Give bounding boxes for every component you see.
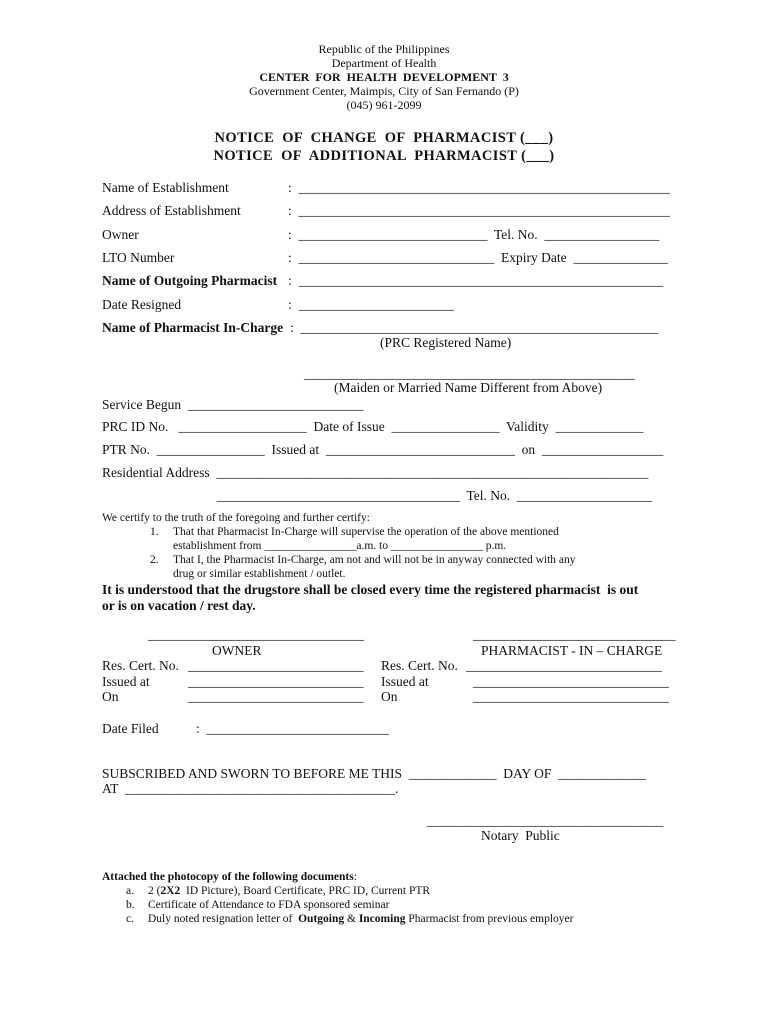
subscribed-sworn-line[interactable]: SUBSCRIBED AND SWORN TO BEFORE ME THIS _____________ DAY OF _____________ xyxy=(102,766,646,781)
outgoing-pharmacist-field[interactable]: : ______________________________________________________ xyxy=(288,273,664,288)
closure-notice-line1: It is understood that the drugstore shall be closed every time the registered pharmacist is out xyxy=(102,582,639,597)
attachment-c-post: Pharmacist from previous employer xyxy=(405,913,574,925)
attachment-c-mid: & xyxy=(344,913,359,925)
attachment-a-bold: 2X2 xyxy=(160,885,181,897)
header-phone: (045) 961-2099 xyxy=(346,98,422,112)
header-address: Government Center, Maimpis, City of San Fernando (P) xyxy=(249,84,519,98)
owner-signature-label: OWNER xyxy=(212,643,262,658)
owner-on-field[interactable]: __________________________ xyxy=(188,689,364,704)
prc-id-row[interactable]: PRC ID No. ___________________ Date of Issue ________________ Validity _____________ xyxy=(102,419,644,434)
pharmacist-signature-line[interactable]: ______________________________ xyxy=(473,627,676,642)
header-republic: Republic of the Philippines xyxy=(318,42,450,56)
attachment-c-outgoing: Outgoing xyxy=(298,913,345,925)
owner-res-cert-field[interactable]: __________________________ xyxy=(188,658,364,673)
date-resigned-label: Date Resigned xyxy=(102,297,182,312)
attachment-c-text xyxy=(148,913,573,925)
lto-label: LTO Number xyxy=(102,250,175,265)
owner-issued-field[interactable]: __________________________ xyxy=(188,674,364,689)
sworn-location-line[interactable]: AT ________________________________________. xyxy=(102,781,399,796)
owner-res-cert-label: Res. Cert. No. xyxy=(102,658,179,673)
certify-item1-text: That that Pharmacist In-Charge will supervise the operation of the above mentioned xyxy=(173,526,559,538)
attachment-c-incoming: Incoming xyxy=(358,913,406,925)
attachment-a-text xyxy=(148,885,430,897)
attachment-b-text: Certificate of Attendance to FDA sponsored seminar xyxy=(148,899,390,911)
pharmacist-res-cert-label: Res. Cert. No. xyxy=(381,658,458,673)
date-filed-field[interactable]: : ___________________________ xyxy=(196,721,389,736)
date-resigned-field[interactable]: : _______________________ xyxy=(288,297,454,312)
service-begun-field[interactable]: Service Begun __________________________ xyxy=(102,397,364,412)
date-filed-label: Date Filed xyxy=(102,721,159,736)
title-additional-pharmacist: NOTICE OF ADDITIONAL PHARMACIST (___) xyxy=(213,148,555,164)
attachment-c-pre: Duly noted resignation letter of xyxy=(148,913,299,925)
certify-item2-text-cont: drug or similar establishment / outlet. xyxy=(173,568,346,580)
owner-signature-line[interactable]: ________________________________ xyxy=(148,627,364,642)
pharmacist-in-charge-field[interactable]: : _____________________________________________________ xyxy=(290,320,659,335)
pharmacist-on-label: On xyxy=(381,689,398,704)
pharmacist-on-field[interactable]: _____________________________ xyxy=(473,689,669,704)
attachment-a-pre: 2 ( xyxy=(148,885,161,897)
attachments-heading-colon: : xyxy=(353,871,357,883)
outgoing-pharmacist-label: Name of Outgoing Pharmacist xyxy=(102,273,278,288)
residential-address-line2[interactable]: ____________________________________ Tel. No. ____________________ xyxy=(217,488,652,503)
prc-registered-name-caption: (PRC Registered Name) xyxy=(380,335,512,350)
establishment-label: Name of Establishment xyxy=(102,180,229,195)
attachment-b-number: b. xyxy=(126,899,135,911)
certify-intro: We certify to the truth of the foregoing and further certify: xyxy=(102,512,370,524)
pharmacist-signature-label: PHARMACIST - IN – CHARGE xyxy=(481,643,663,658)
owner-label: Owner xyxy=(102,227,139,242)
address-field[interactable]: : _______________________________________________________ xyxy=(288,203,670,218)
maiden-name-field[interactable]: _________________________________________________ xyxy=(304,366,635,381)
header-department: Department of Health xyxy=(331,56,437,70)
certify-item1-number: 1. xyxy=(150,526,159,538)
owner-field[interactable]: : ____________________________ Tel. No. _________________ xyxy=(288,227,660,242)
ptr-row[interactable]: PTR No. ________________ Issued at ____________________________ on __________________ xyxy=(102,442,664,457)
maiden-name-caption: (Maiden or Married Name Different from Above) xyxy=(334,380,603,395)
pharmacist-issued-field[interactable]: _____________________________ xyxy=(473,674,669,689)
establishment-field[interactable]: : _______________________________________________________ xyxy=(288,180,670,195)
certify-item2-number: 2. xyxy=(150,554,159,566)
title-change-pharmacist: NOTICE OF CHANGE OF PHARMACIST (___) xyxy=(214,130,554,146)
attachment-c-number: c. xyxy=(126,913,134,925)
header-center: CENTER FOR HEALTH DEVELOPMENT 3 xyxy=(259,70,509,84)
pharmacist-in-charge-label: Name of Pharmacist In-Charge xyxy=(102,320,284,335)
certify-item2-text: That I, the Pharmacist In-Charge, am not and will not be in anyway connected with any xyxy=(173,554,576,566)
residential-address-field[interactable]: Residential Address ________________________________________________________________ xyxy=(102,465,649,480)
certify-item1-hours[interactable]: establishment from ________________a.m. to ________________ p.m. xyxy=(173,540,507,552)
pharmacist-issued-label: Issued at xyxy=(381,674,429,689)
attachment-a-number: a. xyxy=(126,885,134,897)
lto-field[interactable]: : _____________________________ Expiry Date ______________ xyxy=(288,250,668,265)
address-label: Address of Establishment xyxy=(102,203,241,218)
attachments-heading-text: Attached the photocopy of the following documents xyxy=(102,871,354,883)
owner-issued-label: Issued at xyxy=(102,674,150,689)
notary-public-label: Notary Public xyxy=(481,828,560,843)
notary-signature-line[interactable]: ___________________________________ xyxy=(427,813,664,828)
pharmacist-res-cert-field[interactable]: _____________________________ xyxy=(466,658,662,673)
attachment-a-post: ID Picture), Board Certificate, PRC ID, Current PTR xyxy=(180,885,431,897)
closure-notice-line2: or is on vacation / rest day. xyxy=(102,598,256,613)
owner-on-label: On xyxy=(102,689,119,704)
attachments-heading xyxy=(102,871,357,883)
